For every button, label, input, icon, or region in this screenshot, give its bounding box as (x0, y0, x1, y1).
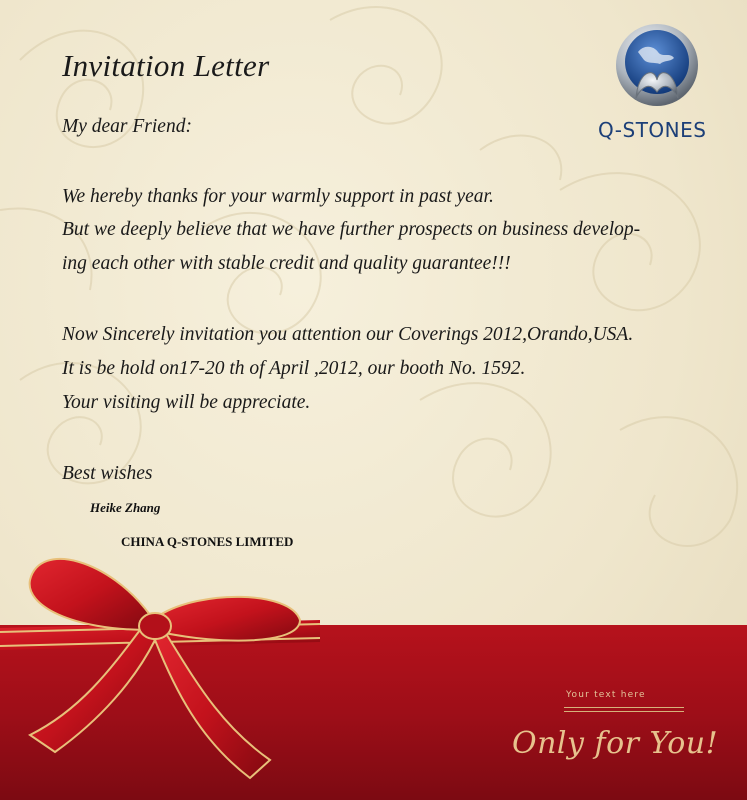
signature-name: Heike Zhang (90, 500, 161, 515)
signature-company: CHINA Q-STONES LIMITED (121, 534, 294, 549)
paragraph-2-line-3: Your visiting will be appreciate. (62, 392, 311, 413)
logo-text: Q-STONES (598, 118, 707, 142)
gold-divider (564, 711, 684, 712)
greeting-text: My dear Friend: (62, 116, 192, 137)
closing-text: Best wishes (62, 463, 153, 484)
paragraph-2-line-2: It is be hold on17-20 th of April ,2012, our booth No. 1592. (62, 358, 526, 379)
letter-title: Invitation Letter (62, 48, 270, 83)
paragraph-1-line-2: But we deeply believe that we have further prospects on business develop- (62, 219, 641, 240)
paragraph-2-line-1: Now Sincerely invitation you attention our Coverings 2012,Orando,USA. (62, 324, 634, 345)
paragraph-1-line-1: We hereby thanks for your warmly support in past year. (62, 186, 494, 207)
ribbon-bow-icon (0, 520, 320, 800)
only-for-you-script: Only for You! (512, 726, 719, 761)
paragraph-1-line-3: ing each other with stable credit and quality guarantee!!! (62, 253, 511, 274)
placeholder-small-text: Your text here (566, 690, 646, 700)
gold-divider (564, 707, 684, 708)
globe-logo-icon (614, 22, 700, 108)
